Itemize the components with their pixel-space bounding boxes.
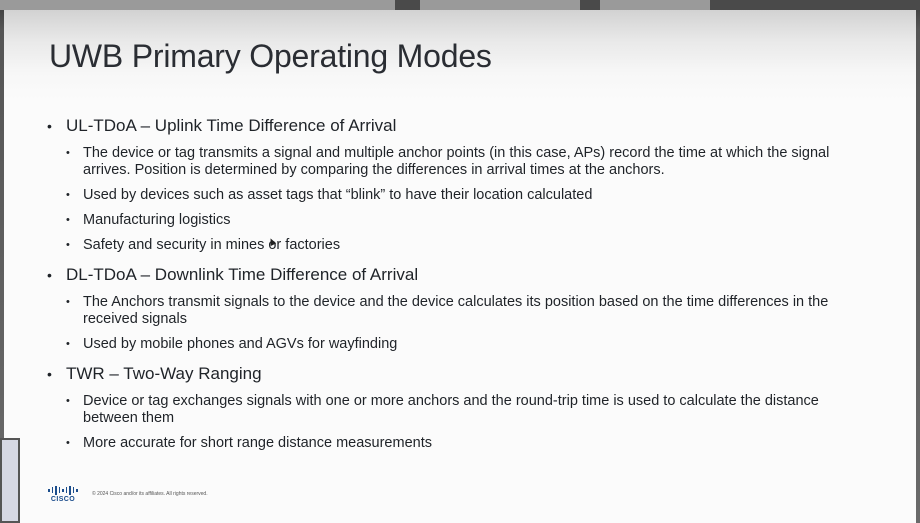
section-heading: [42, 264, 872, 286]
bullet-icon: •: [47, 118, 52, 134]
section-heading: [42, 363, 872, 385]
slide: [4, 10, 916, 523]
logo-bar: [59, 487, 61, 493]
bullet-text: More accurate for short range distance measurements: [83, 435, 432, 451]
slide-title: UWB Primary Operating Modes: [49, 38, 492, 74]
bullet-item: [42, 435, 872, 452]
top-strip: [0, 0, 920, 10]
section-heading: [42, 115, 872, 137]
logo-bar: [76, 489, 78, 492]
copyright-text: © 2024 Cisco and/or its affiliates. All rights reserved.: [92, 491, 208, 497]
bullet-icon: •: [66, 147, 70, 159]
bullet-text: The device or tag transmits a signal and multiple anchor points (in this case, APs) record the time at which the signal arrives. Position is determined by comparing the differences in arrival times at the anchors.: [83, 145, 830, 178]
cisco-logo-text: CISCO: [50, 496, 76, 503]
bullet-icon: •: [66, 296, 70, 308]
section-heading-text: TWR – Two-Way Ranging: [66, 364, 262, 383]
bullet-text: The Anchors transmit signals to the device and the device calculates its position based on the time differences in the received signals: [83, 294, 829, 327]
logo-bar: [52, 487, 54, 493]
slide-thumbnail[interactable]: [0, 438, 20, 523]
cisco-logo-bars: [46, 485, 80, 495]
bullet-icon: •: [66, 189, 70, 201]
top-strip-segment: [0, 0, 395, 10]
bullet-item: [42, 294, 872, 328]
bullet-icon: •: [66, 239, 70, 251]
bullet-item: [42, 145, 872, 179]
bullet-icon: •: [66, 395, 70, 407]
logo-bar: [48, 489, 50, 492]
bullet-text: Used by devices such as asset tags that “blink” to have their location calculated: [83, 187, 593, 203]
bullet-text: Safety and security in mines or factories: [83, 237, 341, 253]
bullet-icon: •: [66, 214, 70, 226]
bullet-item: [42, 187, 872, 204]
bullet-item: [42, 237, 872, 254]
logo-bar: [73, 487, 75, 493]
bullet-text: Used by mobile phones and AGVs for wayfinding: [83, 336, 398, 352]
logo-bar: [69, 486, 71, 495]
top-strip-segment: [420, 0, 580, 10]
bullet-text: Manufacturing logistics: [83, 212, 231, 228]
bullet-icon: •: [47, 267, 52, 283]
bullet-text: Device or tag exchanges signals with one or more anchors and the round-trip time is used to calculate the distance between them: [83, 393, 819, 426]
section-heading-text: UL-TDoA – Uplink Time Difference of Arrival: [66, 116, 397, 135]
bullet-icon: •: [66, 437, 70, 449]
bullet-item: [42, 393, 872, 427]
slide-content: [42, 115, 872, 452]
logo-bar: [55, 486, 57, 495]
logo-bar: [66, 487, 68, 493]
bullet-item: [42, 212, 872, 229]
top-strip-segment: [600, 0, 710, 10]
cisco-logo-icon: [46, 485, 80, 507]
logo-bar: [62, 489, 64, 492]
bullet-icon: •: [47, 366, 52, 382]
bullet-icon: •: [66, 338, 70, 350]
bullet-item: [42, 336, 872, 353]
section-heading-text: DL-TDoA – Downlink Time Difference of Arrival: [66, 265, 419, 284]
